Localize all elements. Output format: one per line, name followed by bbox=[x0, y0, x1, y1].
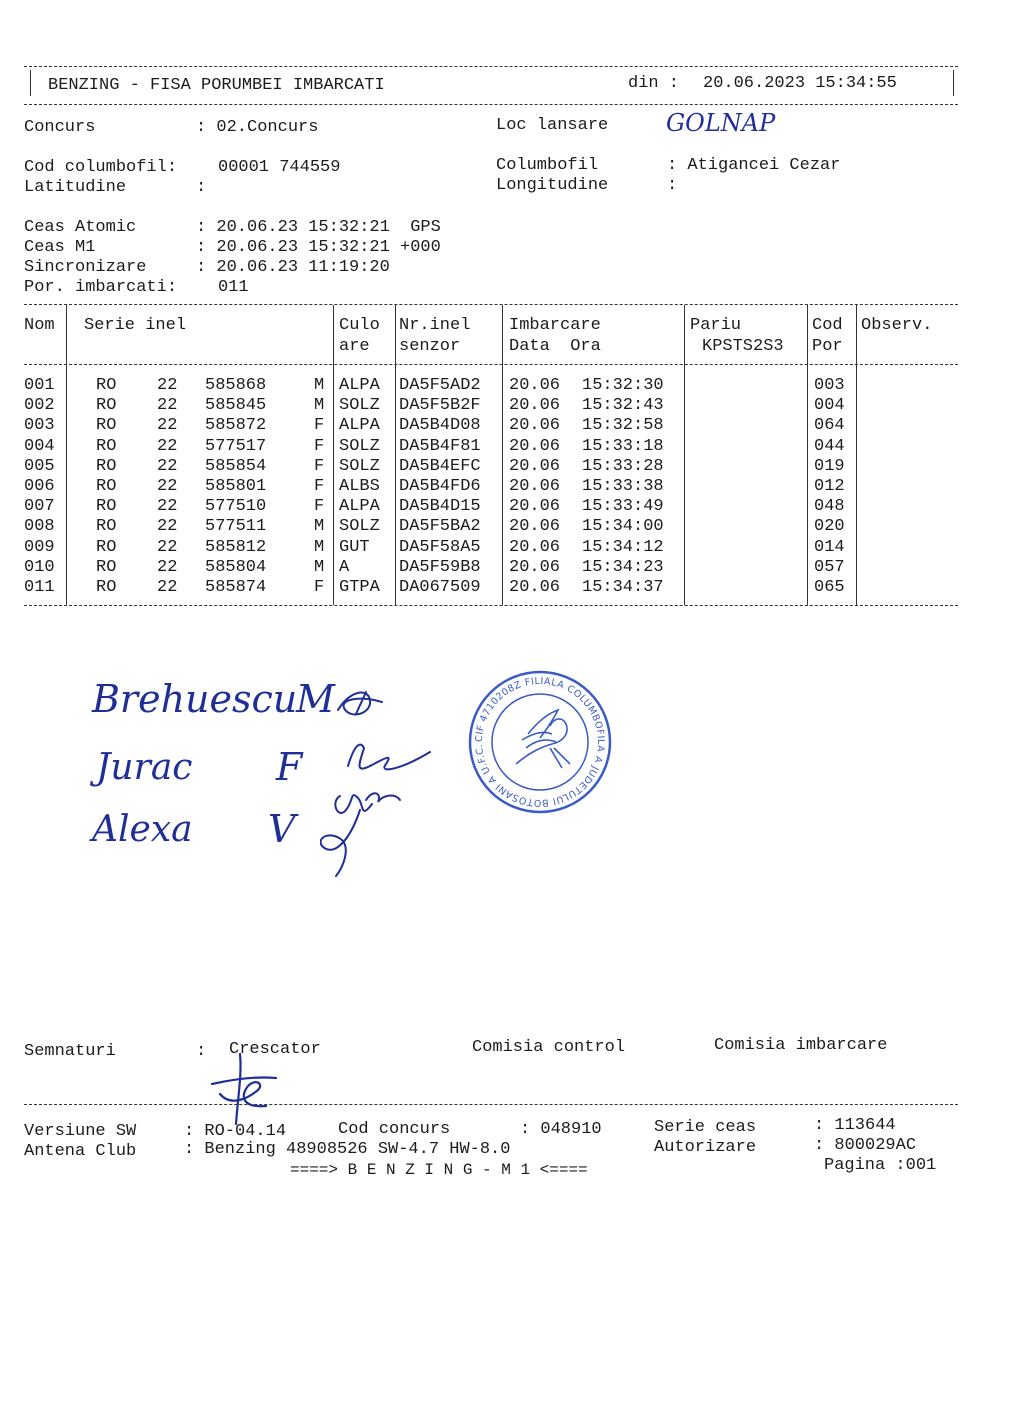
crescator-label: Crescator bbox=[229, 1040, 321, 1059]
row-data: 20.06 bbox=[509, 517, 561, 537]
row-cod-por: 065 bbox=[814, 578, 845, 597]
benzing-banner: ====> B E N Z I N G - M 1 <==== bbox=[290, 1161, 588, 1179]
row-senzor: DA5B4D08 bbox=[399, 416, 481, 436]
row-ora: 15:32:58 bbox=[582, 416, 664, 436]
col-divider bbox=[333, 305, 334, 605]
row-nr-inel: 577517 bbox=[205, 436, 267, 456]
sincronizare-value: : 20.06.23 11:19:20 bbox=[196, 258, 390, 277]
row-nr-inel: 585874 bbox=[205, 578, 267, 597]
row-tara: RO bbox=[96, 396, 117, 416]
row-sex: F bbox=[314, 578, 325, 597]
row-data: 20.06 bbox=[509, 578, 561, 597]
row-cod-por: 019 bbox=[814, 456, 845, 476]
row-culoare: GTPA bbox=[339, 578, 380, 597]
row-ora: 15:34:12 bbox=[582, 537, 664, 557]
ceas-atomic-label: Ceas Atomic bbox=[24, 218, 137, 237]
por-imbarcati-value: 011 bbox=[218, 278, 249, 297]
row-senzor: DA5B4EFC bbox=[399, 456, 481, 476]
row-nom: 003 bbox=[24, 416, 55, 436]
row-tara: RO bbox=[96, 517, 117, 537]
row-an: 22 bbox=[157, 557, 178, 577]
row-cod-por: 048 bbox=[814, 497, 845, 517]
row-data: 20.06 bbox=[509, 497, 561, 517]
latitudine-label: Latitudine bbox=[24, 178, 127, 197]
row-nom: 009 bbox=[24, 537, 55, 557]
row-an: 22 bbox=[157, 497, 178, 517]
columbofil-label: Columbofil bbox=[496, 156, 599, 175]
row-nr-inel: 585854 bbox=[205, 456, 267, 476]
cod-concurs-label: Cod concurs bbox=[338, 1120, 451, 1139]
row-cod-por: 012 bbox=[814, 477, 845, 496]
row-sex: M bbox=[314, 376, 325, 395]
cod-columbofil-value: 00001 744559 bbox=[218, 158, 341, 177]
organization-stamp bbox=[466, 668, 614, 816]
antena-club-label: Antena Club bbox=[24, 1142, 137, 1161]
row-nr-inel: 585801 bbox=[205, 477, 267, 496]
handwritten-letter-3: V bbox=[268, 807, 296, 851]
handwritten-name-1: Brehuescu bbox=[92, 677, 298, 721]
row-an: 22 bbox=[157, 456, 178, 476]
autorizare-label: Autorizare bbox=[654, 1138, 757, 1157]
pigeon-emblem-icon bbox=[516, 710, 570, 768]
row-tara: RO bbox=[96, 456, 117, 476]
table-top-rule bbox=[24, 304, 958, 305]
print-date-label: din : bbox=[628, 74, 680, 93]
versiune-sw-label: Versiune SW bbox=[24, 1122, 137, 1141]
row-an: 22 bbox=[157, 376, 178, 395]
row-cod-por: 044 bbox=[814, 436, 845, 456]
row-senzor: DA5F5BA2 bbox=[399, 517, 481, 537]
handwritten-letter-1: M bbox=[296, 677, 335, 721]
col-divider bbox=[395, 305, 396, 605]
page-number: Pagina :001 bbox=[824, 1156, 937, 1175]
row-sex: F bbox=[314, 416, 325, 436]
row-culoare: ALPA bbox=[339, 416, 380, 436]
row-tara: RO bbox=[96, 537, 117, 557]
row-sex: M bbox=[314, 557, 325, 577]
row-ora: 15:34:00 bbox=[582, 517, 664, 537]
cod-columbofil-label: Cod columbofil: bbox=[24, 158, 178, 177]
col-header-culoare-2: are bbox=[339, 337, 370, 356]
loc-lansare-handwritten: GOLNAP bbox=[666, 109, 776, 137]
ceas-m1-label: Ceas M1 bbox=[24, 238, 96, 257]
col-divider bbox=[684, 305, 685, 605]
row-ora: 15:33:18 bbox=[582, 436, 664, 456]
handwritten-letter-2: F bbox=[276, 745, 303, 789]
ceas-m1-value: : 20.06.23 15:32:21 +000 bbox=[196, 238, 441, 257]
serie-ceas-label: Serie ceas bbox=[654, 1118, 757, 1137]
row-sex: M bbox=[314, 517, 325, 537]
row-tara: RO bbox=[96, 497, 117, 517]
row-an: 22 bbox=[157, 396, 178, 416]
col-header-por: Por bbox=[812, 337, 843, 356]
row-nom: 004 bbox=[24, 436, 55, 456]
row-cod-por: 014 bbox=[814, 537, 845, 557]
col-divider bbox=[66, 305, 67, 605]
row-an: 22 bbox=[157, 477, 178, 496]
row-tara: RO bbox=[96, 436, 117, 456]
row-cod-por: 064 bbox=[814, 416, 845, 436]
col-header-senzor: senzor bbox=[399, 337, 461, 356]
row-ora: 15:33:28 bbox=[582, 456, 664, 476]
row-culoare: A bbox=[339, 557, 350, 577]
row-culoare: ALPA bbox=[339, 376, 380, 395]
col-header-nom: Nom bbox=[24, 316, 55, 335]
row-an: 22 bbox=[157, 537, 178, 557]
columbofil-value: : Atigancei Cezar bbox=[667, 156, 841, 175]
row-nr-inel: 585868 bbox=[205, 376, 267, 395]
page-title: BENZING - FISA PORUMBEI IMBARCATI bbox=[48, 76, 385, 95]
stamp-text: CIF 4710208Z FILIALA COLUMBOFILA A JUDETULUI BOTOSANI A U.F.C. bbox=[473, 675, 607, 809]
versiune-sw-value: : RO-04.14 bbox=[184, 1122, 287, 1141]
col-divider bbox=[502, 305, 503, 605]
col-header-imbarcare: Imbarcare bbox=[509, 316, 601, 335]
row-sex: F bbox=[314, 497, 325, 517]
semnaturi-label: Semnaturi bbox=[24, 1042, 116, 1061]
crescator-signature bbox=[206, 1050, 286, 1130]
row-ora: 15:33:49 bbox=[582, 497, 664, 517]
row-nr-inel: 577510 bbox=[205, 497, 267, 517]
header-top-rule bbox=[24, 66, 958, 67]
row-data: 20.06 bbox=[509, 456, 561, 476]
row-nom: 002 bbox=[24, 396, 55, 416]
row-sex: F bbox=[314, 477, 325, 496]
concurs-label: Concurs bbox=[24, 118, 96, 137]
row-nom: 008 bbox=[24, 517, 55, 537]
row-nom: 005 bbox=[24, 456, 55, 476]
row-tara: RO bbox=[96, 376, 117, 395]
row-nr-inel: 585804 bbox=[205, 557, 267, 577]
col-header-pariu-2: KPSTS2S3 bbox=[702, 337, 784, 356]
row-ora: 15:33:38 bbox=[582, 477, 664, 496]
row-culoare: GUT bbox=[339, 537, 370, 557]
row-sex: F bbox=[314, 456, 325, 476]
comisia-control-label: Comisia control bbox=[472, 1038, 626, 1057]
row-culoare: ALBS bbox=[339, 477, 380, 496]
row-data: 20.06 bbox=[509, 376, 561, 395]
handwritten-name-2: Jurac bbox=[96, 747, 193, 788]
latitudine-value: : bbox=[196, 178, 207, 197]
loc-lansare-label: Loc lansare bbox=[496, 116, 609, 135]
row-ora: 15:34:37 bbox=[582, 578, 664, 597]
row-culoare: SOLZ bbox=[339, 517, 380, 537]
row-tara: RO bbox=[96, 416, 117, 436]
row-culoare: SOLZ bbox=[339, 436, 380, 456]
col-header-data-ora: Data Ora bbox=[509, 337, 601, 356]
ceas-atomic-value: : 20.06.23 15:32:21 GPS bbox=[196, 218, 441, 237]
col-header-serie: Serie inel bbox=[84, 316, 187, 335]
row-ora: 15:32:43 bbox=[582, 396, 664, 416]
row-an: 22 bbox=[157, 436, 178, 456]
row-data: 20.06 bbox=[509, 537, 561, 557]
autorizare-value: : 800029AC bbox=[814, 1136, 917, 1155]
print-date-value: 20.06.2023 15:34:55 bbox=[703, 74, 897, 93]
row-data: 20.06 bbox=[509, 477, 561, 496]
por-imbarcati-label: Por. imbarcati: bbox=[24, 278, 178, 297]
row-ora: 15:32:30 bbox=[582, 376, 664, 395]
row-data: 20.06 bbox=[509, 436, 561, 456]
row-senzor: DA5F5AD2 bbox=[399, 376, 481, 395]
row-sex: M bbox=[314, 537, 325, 557]
comisia-imbarcare-label: Comisia imbarcare bbox=[714, 1036, 888, 1055]
col-header-nr-inel: Nr.inel bbox=[399, 316, 471, 335]
col-header-observ: Observ. bbox=[861, 316, 933, 335]
row-nr-inel: 577511 bbox=[205, 517, 267, 537]
row-tara: RO bbox=[96, 557, 117, 577]
row-data: 20.06 bbox=[509, 396, 561, 416]
row-senzor: DA5B4FD6 bbox=[399, 477, 481, 496]
row-senzor: DA5F59B8 bbox=[399, 557, 481, 577]
table-header-rule bbox=[24, 364, 958, 365]
semnaturi-colon: : bbox=[196, 1042, 207, 1061]
row-nom: 010 bbox=[24, 557, 55, 577]
header-right-bar bbox=[953, 70, 954, 96]
row-an: 22 bbox=[157, 416, 178, 436]
row-cod-por: 020 bbox=[814, 517, 845, 537]
row-senzor: DA067509 bbox=[399, 578, 481, 597]
col-header-cod: Cod bbox=[812, 316, 843, 335]
row-senzor: DA5B4D15 bbox=[399, 497, 481, 517]
row-nom: 001 bbox=[24, 376, 55, 395]
serie-ceas-value: : 113644 bbox=[814, 1116, 896, 1135]
row-cod-por: 004 bbox=[814, 396, 845, 416]
row-an: 22 bbox=[157, 517, 178, 537]
row-culoare: SOLZ bbox=[339, 456, 380, 476]
longitudine-value: : bbox=[667, 176, 678, 195]
row-senzor: DA5B4F81 bbox=[399, 436, 481, 456]
row-ora: 15:34:23 bbox=[582, 557, 664, 577]
row-an: 22 bbox=[157, 578, 178, 597]
col-divider bbox=[856, 305, 857, 605]
col-header-culoare: Culo bbox=[339, 316, 380, 335]
table-bottom-rule bbox=[24, 605, 958, 606]
row-nom: 007 bbox=[24, 497, 55, 517]
row-nom: 006 bbox=[24, 477, 55, 496]
row-senzor: DA5F58A5 bbox=[399, 537, 481, 557]
row-data: 20.06 bbox=[509, 416, 561, 436]
row-cod-por: 057 bbox=[814, 557, 845, 577]
row-senzor: DA5F5B2F bbox=[399, 396, 481, 416]
concurs-value: : 02.Concurs bbox=[196, 118, 319, 137]
footer-rule bbox=[24, 1104, 958, 1105]
row-nr-inel: 585845 bbox=[205, 396, 267, 416]
antena-club-value: : Benzing 48908526 SW-4.7 HW-8.0 bbox=[184, 1140, 511, 1159]
cod-concurs-value: : 048910 bbox=[520, 1120, 602, 1139]
col-divider bbox=[807, 305, 808, 605]
row-nr-inel: 585812 bbox=[205, 537, 267, 557]
row-nom: 011 bbox=[24, 578, 55, 597]
row-sex: M bbox=[314, 396, 325, 416]
row-tara: RO bbox=[96, 477, 117, 496]
row-nr-inel: 585872 bbox=[205, 416, 267, 436]
row-sex: F bbox=[314, 436, 325, 456]
row-data: 20.06 bbox=[509, 557, 561, 577]
handwritten-name-3: Alexa bbox=[92, 809, 193, 850]
row-cod-por: 003 bbox=[814, 376, 845, 395]
row-tara: RO bbox=[96, 578, 117, 597]
header-bottom-rule bbox=[24, 104, 958, 105]
row-culoare: ALPA bbox=[339, 497, 380, 517]
row-culoare: SOLZ bbox=[339, 396, 380, 416]
header-left-bar bbox=[30, 70, 31, 96]
longitudine-label: Longitudine bbox=[496, 176, 609, 195]
signature-scribbles bbox=[320, 670, 480, 890]
col-header-pariu: Pariu bbox=[690, 316, 742, 335]
sincronizare-label: Sincronizare bbox=[24, 258, 147, 277]
